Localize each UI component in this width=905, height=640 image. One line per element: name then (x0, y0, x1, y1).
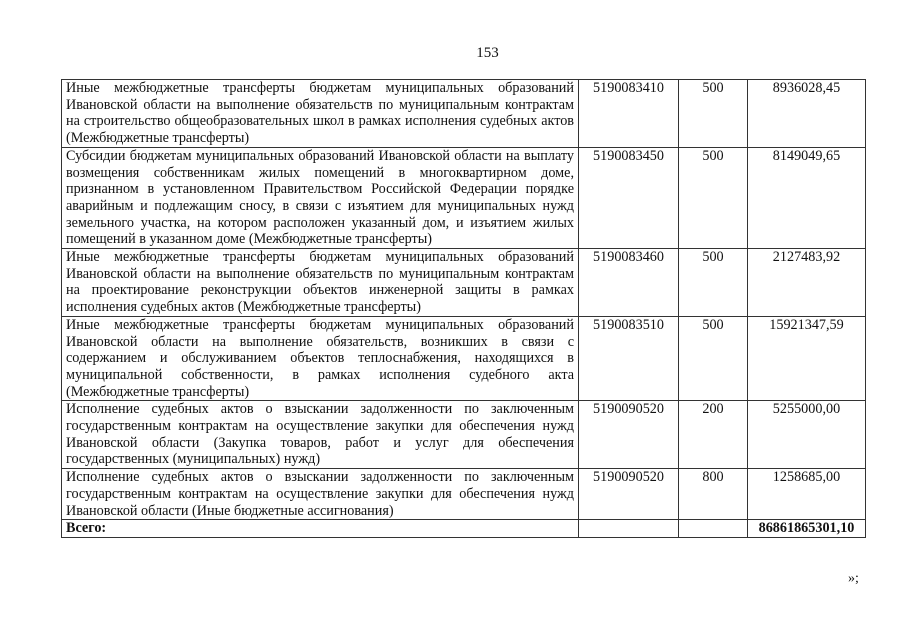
row-amount: 8936028,45 (748, 80, 866, 148)
table-row (62, 249, 866, 317)
row-description: Иные межбюджетные трансферты бюджетам муниципальных образований Ивановской области на выполнение обязательств, возникших в связи с содержанием и обслуживанием объектов теплоснабжения, находящихся в муниципальной собственности, в рамках исполнения судебного акта (Межбюджетные трансферты) (62, 316, 579, 401)
row-type: 800 (679, 469, 748, 520)
row-code: 5190083460 (579, 249, 679, 317)
total-code-empty (579, 520, 679, 538)
row-type: 500 (679, 80, 748, 148)
table-row (62, 147, 866, 248)
row-type: 500 (679, 316, 748, 401)
row-amount: 15921347,59 (748, 316, 866, 401)
table-row (62, 469, 866, 520)
page-number: 153 (476, 45, 499, 61)
closing-mark: »; (848, 571, 859, 586)
row-amount: 1258685,00 (748, 469, 866, 520)
total-row (62, 520, 866, 538)
row-description: Исполнение судебных актов о взыскании задолженности по заключенным государственным контрактам на осуществление закупки для обеспечения нужд Ивановской области (Закупка товаров, работ и услуг для обеспечения государственных (муниципальных) нужд) (62, 401, 579, 469)
row-description: Иные межбюджетные трансферты бюджетам муниципальных образований Ивановской области на выполнение обязательств по муниципальным контрактам на проектирование реконструкции объектов инженерной защиты в рамках исполнения судебных актов (Межбюджетные трансферты) (62, 249, 579, 317)
row-type: 500 (679, 249, 748, 317)
row-code: 5190090520 (579, 401, 679, 469)
total-label: Всего: (62, 520, 579, 538)
row-amount: 2127483,92 (748, 249, 866, 317)
row-code: 5190090520 (579, 469, 679, 520)
row-description: Исполнение судебных актов о взыскании задолженности по заключенным государственным контрактам на осуществление закупки для обеспечения нужд Ивановской области (Иные бюджетные ассигнования) (62, 469, 579, 520)
table-row (62, 401, 866, 469)
table-row (62, 316, 866, 401)
row-description: Субсидии бюджетам муниципальных образований Ивановской области на выплату возмещения собственникам жилых помещений в многоквартирном доме, признанном в установленном Правительством Российской Федерации порядке аварийным и подлежащим сносу, в связи с изъятием для муниципальных нужд земельного участка, на котором расположен указанный дом, и изъятием жилых помещений в указанном доме (Межбюджетные трансферты) (62, 147, 579, 248)
total-amount: 86861865301,10 (748, 520, 866, 538)
row-type: 200 (679, 401, 748, 469)
table-row (62, 80, 866, 148)
total-type-empty (679, 520, 748, 538)
row-type: 500 (679, 147, 748, 248)
row-code: 5190083410 (579, 80, 679, 148)
budget-table (61, 79, 866, 538)
row-description: Иные межбюджетные трансферты бюджетам муниципальных образований Ивановской области на выполнение обязательств по муниципальным контрактам на строительство общеобразовательных школ в рамках исполнения судебных актов (Межбюджетные трансферты) (62, 80, 579, 148)
row-code: 5190083510 (579, 316, 679, 401)
row-code: 5190083450 (579, 147, 679, 248)
row-amount: 5255000,00 (748, 401, 866, 469)
row-amount: 8149049,65 (748, 147, 866, 248)
